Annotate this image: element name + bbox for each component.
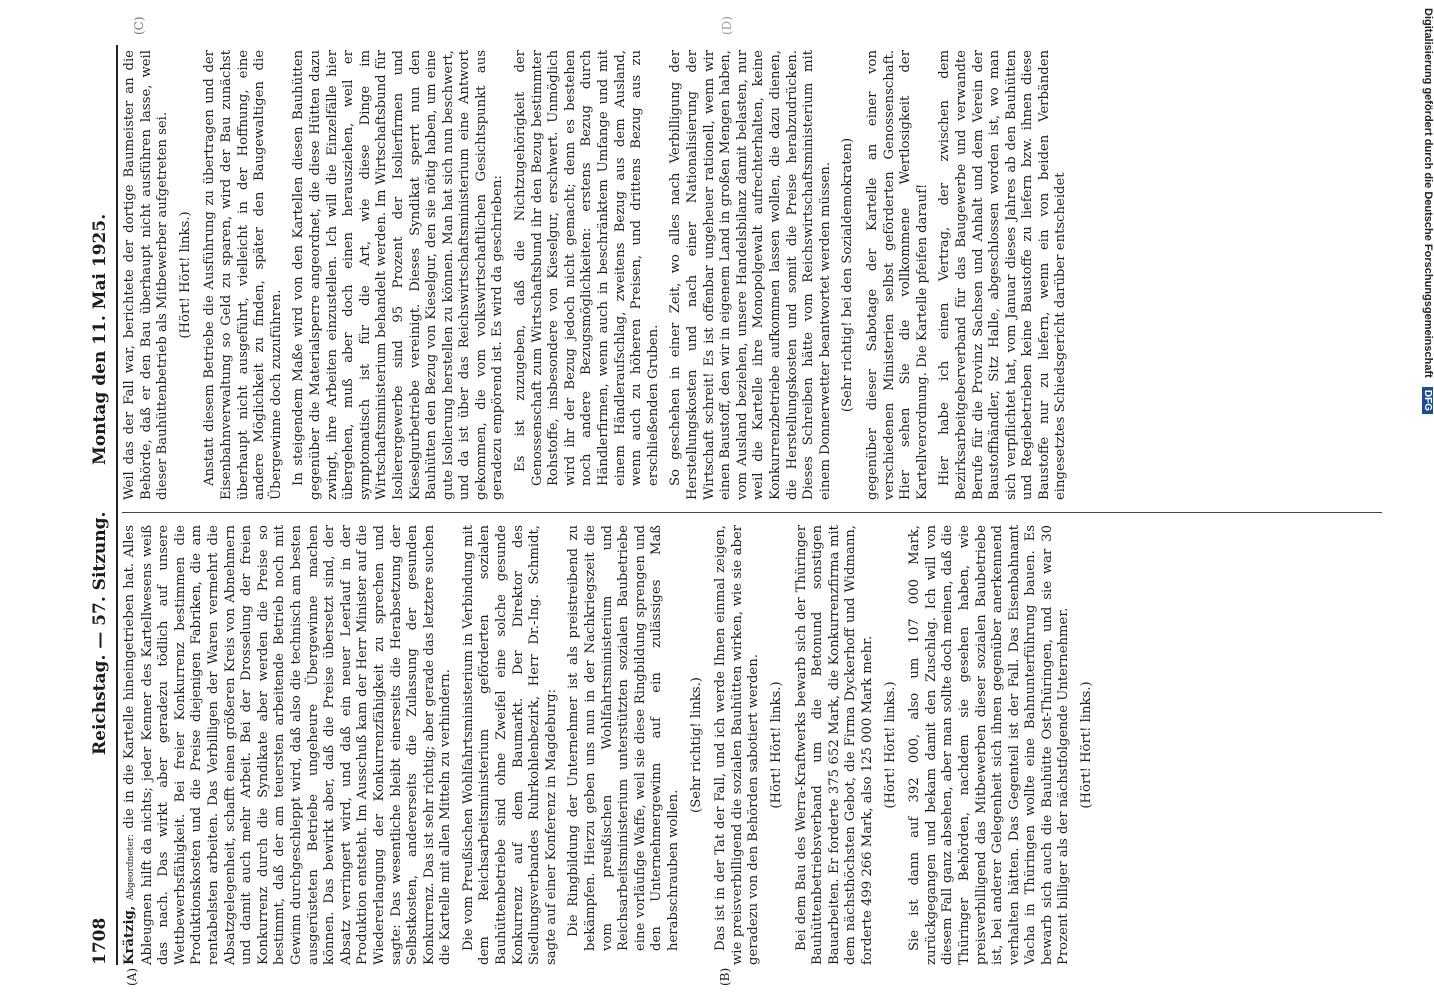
interjection: (Hört! Hört! links.) <box>1079 681 1095 809</box>
speaker-role: Abgeordneter: <box>126 834 136 901</box>
dfg-logo: DFG <box>1422 387 1433 414</box>
paragraph: Die vom Preußischen Wohlfahrtsministerium in Verbindung mit dem Reichsarbeitsministerium geförderten sozialen Bauhüttenbetriebe sind ohne Zweifel eine solche gesunde Konkurrenz auf dem Baumarkt. Der Direktor des Siedlungsverbandes Ruhrkohlenbezirk, Herr Dr.-Ing. Schmidt, sagte auf einer Konferenz in Magdeburg: <box>460 525 559 965</box>
margin-marker-d: (D) <box>720 16 734 35</box>
interjection: (Hört! Hört! links.) <box>177 211 193 339</box>
interjection: (Sehr richtig! bei den Sozialdemokraten) <box>840 137 856 413</box>
stamp-text: Digitalisierung gefördert durch die Deutsche Forschungsgemeinschaft <box>1422 8 1434 378</box>
interjection: (Sehr richtig! links.) <box>688 677 704 813</box>
quotation: Die Ringbildung der Unternehmer ist als preistreibend zu bekämpfen. Hierzu geben uns nun in der Nachkriegszeit die vom preußischen Wohlfahrtsministerium und Reichsarbeitsministerium unterstützten sozialen Baubetriebe eine vorläufige Waffe, weil sie diese Ringbildung sprengen und den Unternehmergewinn auf ein zulässiges Maß herabschrauben wollen. <box>566 525 681 951</box>
paragraph: Das ist in der Tat der Fall, und ich werde Ihnen einmal zeigen, wie preisverbilligend die sozialen Bauhütten wirken, wie sie aber geradezu von den Behörden sabotiert werden. <box>713 525 762 965</box>
interjection: (Hört! Hört! links.) <box>882 681 898 809</box>
speaker-name: Krätzig, <box>122 905 137 965</box>
session-date: Montag den 11. Mai 1925. <box>90 213 110 465</box>
margin-marker-b: (B) <box>718 967 732 986</box>
paragraph: Weil das der Fall war, berichtete der dortige Baumeister an die Behörde, daß er den Bau überhaupt nicht ausführen lasse, weil dieser Bauhüttenbetrieb als Mitbewerber aufgetreten sei. <box>122 50 171 500</box>
digitization-stamp <box>1420 8 1434 993</box>
paragraph: Bei dem Bau des Werra-Kraftwerks bewarb sich der Thüringer Bauhüttenbetriebsverband um die Betonund sonstigen Bauarbeiten. Er forderte 375 652 Mark, die Konkurrenzfirma mit dem nächsthöchsten Gebot, die Firma Dyckerhoff und Widmann, forderte 499 266 Mark, also 125 000 Mark mehr. <box>793 525 875 965</box>
margin-marker-c: (C) <box>132 16 146 35</box>
paragraph: Hier habe ich einen Vertrag, der zwischen dem Bezirksarbeitgeberverband für das Baugewerbe und verwandte Berufe für die Provinz Sachsen und Anhalt und dem Verein der Baustoffhändler, Sitz Halle, abgeschlossen worden ist, wo man sich verpflichtet hat, vom Januar dieses Jahres ab den Bauhütten und Regiebetrieben keine Baustoffe zu liefern bzw. ihnen diese Baustoffe nur zu liefern, wenn ein von beiden Verbänden eingesetztes Schiedsgericht darüber entscheidet <box>937 50 1069 500</box>
quotation: Es ist zuzugeben, daß die Nichtzugehörigkeit der Genossenschaft zum Wirtschaftsbund ihr den Bezug bestimmter Rohstoffe, insbesondere von Kieselgur, erschwert. Unmöglich wird ihr der Bezug jedoch nicht gemacht; denn es bestehen noch andere Bezugsmöglichkeiten: erstens Bezug durch Händlerfirmen, wenn auch in beschränktem Umfange und mit einem Händleraufschlag, zweitens Bezug aus dem Ausland, wenn auch zu höheren Preisen, und drittens Bezug aus zu erschließenden Gruben. <box>513 50 661 486</box>
text-column-right <box>122 50 1076 500</box>
paragraph: Sie ist dann auf 392 000, also um 107 000 Mark, zurückgegangen und bekam damit den Zuschlag. Ich will von diesem Fall ganz absehen, aber man sollte doch meinen, daß die Thüringer Behörden, nachdem sie gesehen haben, wie preisverbilligend das Mitbewerben dieser sozialen Baubetriebe ist, bei anderer Gelegenheit sich ihnen gegenüber anerkennend verhalten hätten. Das Gegenteil ist der Fall. Das Eisenbahnamt Vacha in Thüringen wollte eine Bahnunterführung bauen. Es bewarb sich auch die Bauhütte Ost-Thüringen, und sie war 30 Prozent billiger als der nächstfolgende Unternehmer. <box>907 525 1072 965</box>
paragraph: In steigendem Maße wird von den Kartellen diesen Bauhütten gegenüber die Materialsperre angeordnet, die diese Hütten dazu zwingt, ihre Arbeiten einzustellen. Ich will die Einzelfälle hier übergehen, muß aber doch einen herausziehen, weil er symptomatisch ist für die Art, wie diese Dinge im Wirtschaftsministerium behandelt werden. Im Wirtschaftsbund für Isolierergewerbe sind 95 Prozent der Isolierfirmen und Kieselgurbetriebe vereinigt. Dieses Syndikat sperrt nun den Bauhütten den Bezug von Kieselgur, den sie nötig haben, um eine gute Isolierung herstellen zu können. Man hat sich nun beschwert, und da ist über das Reichswirtschaftsministerium eine Antwort gekommen, die vom volkswirtschaftlichen Gesichtspunkt aus geradezu empörend ist. Es wird da geschrieben: <box>291 50 506 500</box>
paragraph: Anstatt diesem Betriebe die Ausführung zu übertragen und der Eisenbahnverwaltung so Geld zu sparen, wird der Bau zunächst überhaupt nicht ausgeführt, vielleicht in der Hoffnung, eine andere Möglichkeit zu finden, später den Baugewaltigen die Übergewinne doch zuzuführen. <box>202 50 284 500</box>
interjection: (Hört! Hört! links.) <box>768 681 784 809</box>
paragraph: gegenüber dieser Sabotage der Kartelle an einer von verschiedenen Ministerien selbst geförderten Genossenschaft. Hier sehen Sie die vollkommene Wertlosigkeit der Kartellverordnung. Die Kartelle pfeifen darauf! <box>864 50 930 500</box>
page-header <box>86 45 118 965</box>
margin-marker-a: (A) <box>125 967 139 986</box>
session-title: Reichstag. — 57. Sitzung. <box>90 511 110 755</box>
paragraph: die in die Kartelle hineingetrieben hat. Alles Ableugnen hilft da nichts; jeder Kenner des Kartellwesens weiß das nach. Das wirkt aber geradezu tödlich auf unsere Wettbewerbsfähigkeit. Bei freier Konkurrenz bestimmen die Produktionskosten und die Preise diejenigen Fabriken, die am rentabelsten arbeiten. Das Verbilligen der Waren vermehrt die Absatzgelegenheit, schafft einen größeren Kreis von Abnehmern und damit auch mehr Arbeit. Bei der Drosselung der freien Konkurrenz durch die Syndikate aber werden die Preise so bestimmt, daß der am teuersten arbeitende Betrieb noch mit Gewinn durchgeschleppt wird, daß also die technisch am besten ausgerüsteten Betriebe ungeheure Übergewinne machen können. Das bewirkt aber, daß die Preise übersetzt sind, der Absatz verringert wird, und daß ein neuer Leerlauf in der Produktion entsteht. Im Ausschuß kam der Herr Minister auf die Wiedererlangung der Konkurrenzfähigkeit zu sprechen und sagte: Das wesentliche bleibt einerseits die Herabsetzung der Selbstkosten, andererseits die Zulassung der gesunden Konkurrenz. Das ist sehr richtig; aber gerade das letztere suchen die Kartelle mit allen Mitteln zu verhindern. <box>122 525 454 965</box>
page-number: 1708 <box>90 917 110 965</box>
paragraph: So geschehen in einer Zeit, wo alles nach Verbilligung der Herstellungskosten und nach einer Nationalisierung der Wirtschaft schreit! Es ist offenbar ungeheuer rationell, wenn wir einen Baustoff, den wir in eigenem Land in großen Mengen haben, vom Ausland beziehen, unsere Handelsbilanz damit belasten, nur weil die Kartelle ihre Monopolgewalt aufrechterhalten, keine Konkurrenzbetriebe aufkommen lassen wollen, die dazu dienen, die Herstellungskosten und somit die Preise herabzudrücken. Dieses Schreiben hätte vom Reichswirtschaftsministerium mit einem Donnerwetter beantwortet werden müssen. <box>668 50 833 500</box>
column-divider <box>122 512 1382 513</box>
text-column-left <box>122 525 1104 965</box>
